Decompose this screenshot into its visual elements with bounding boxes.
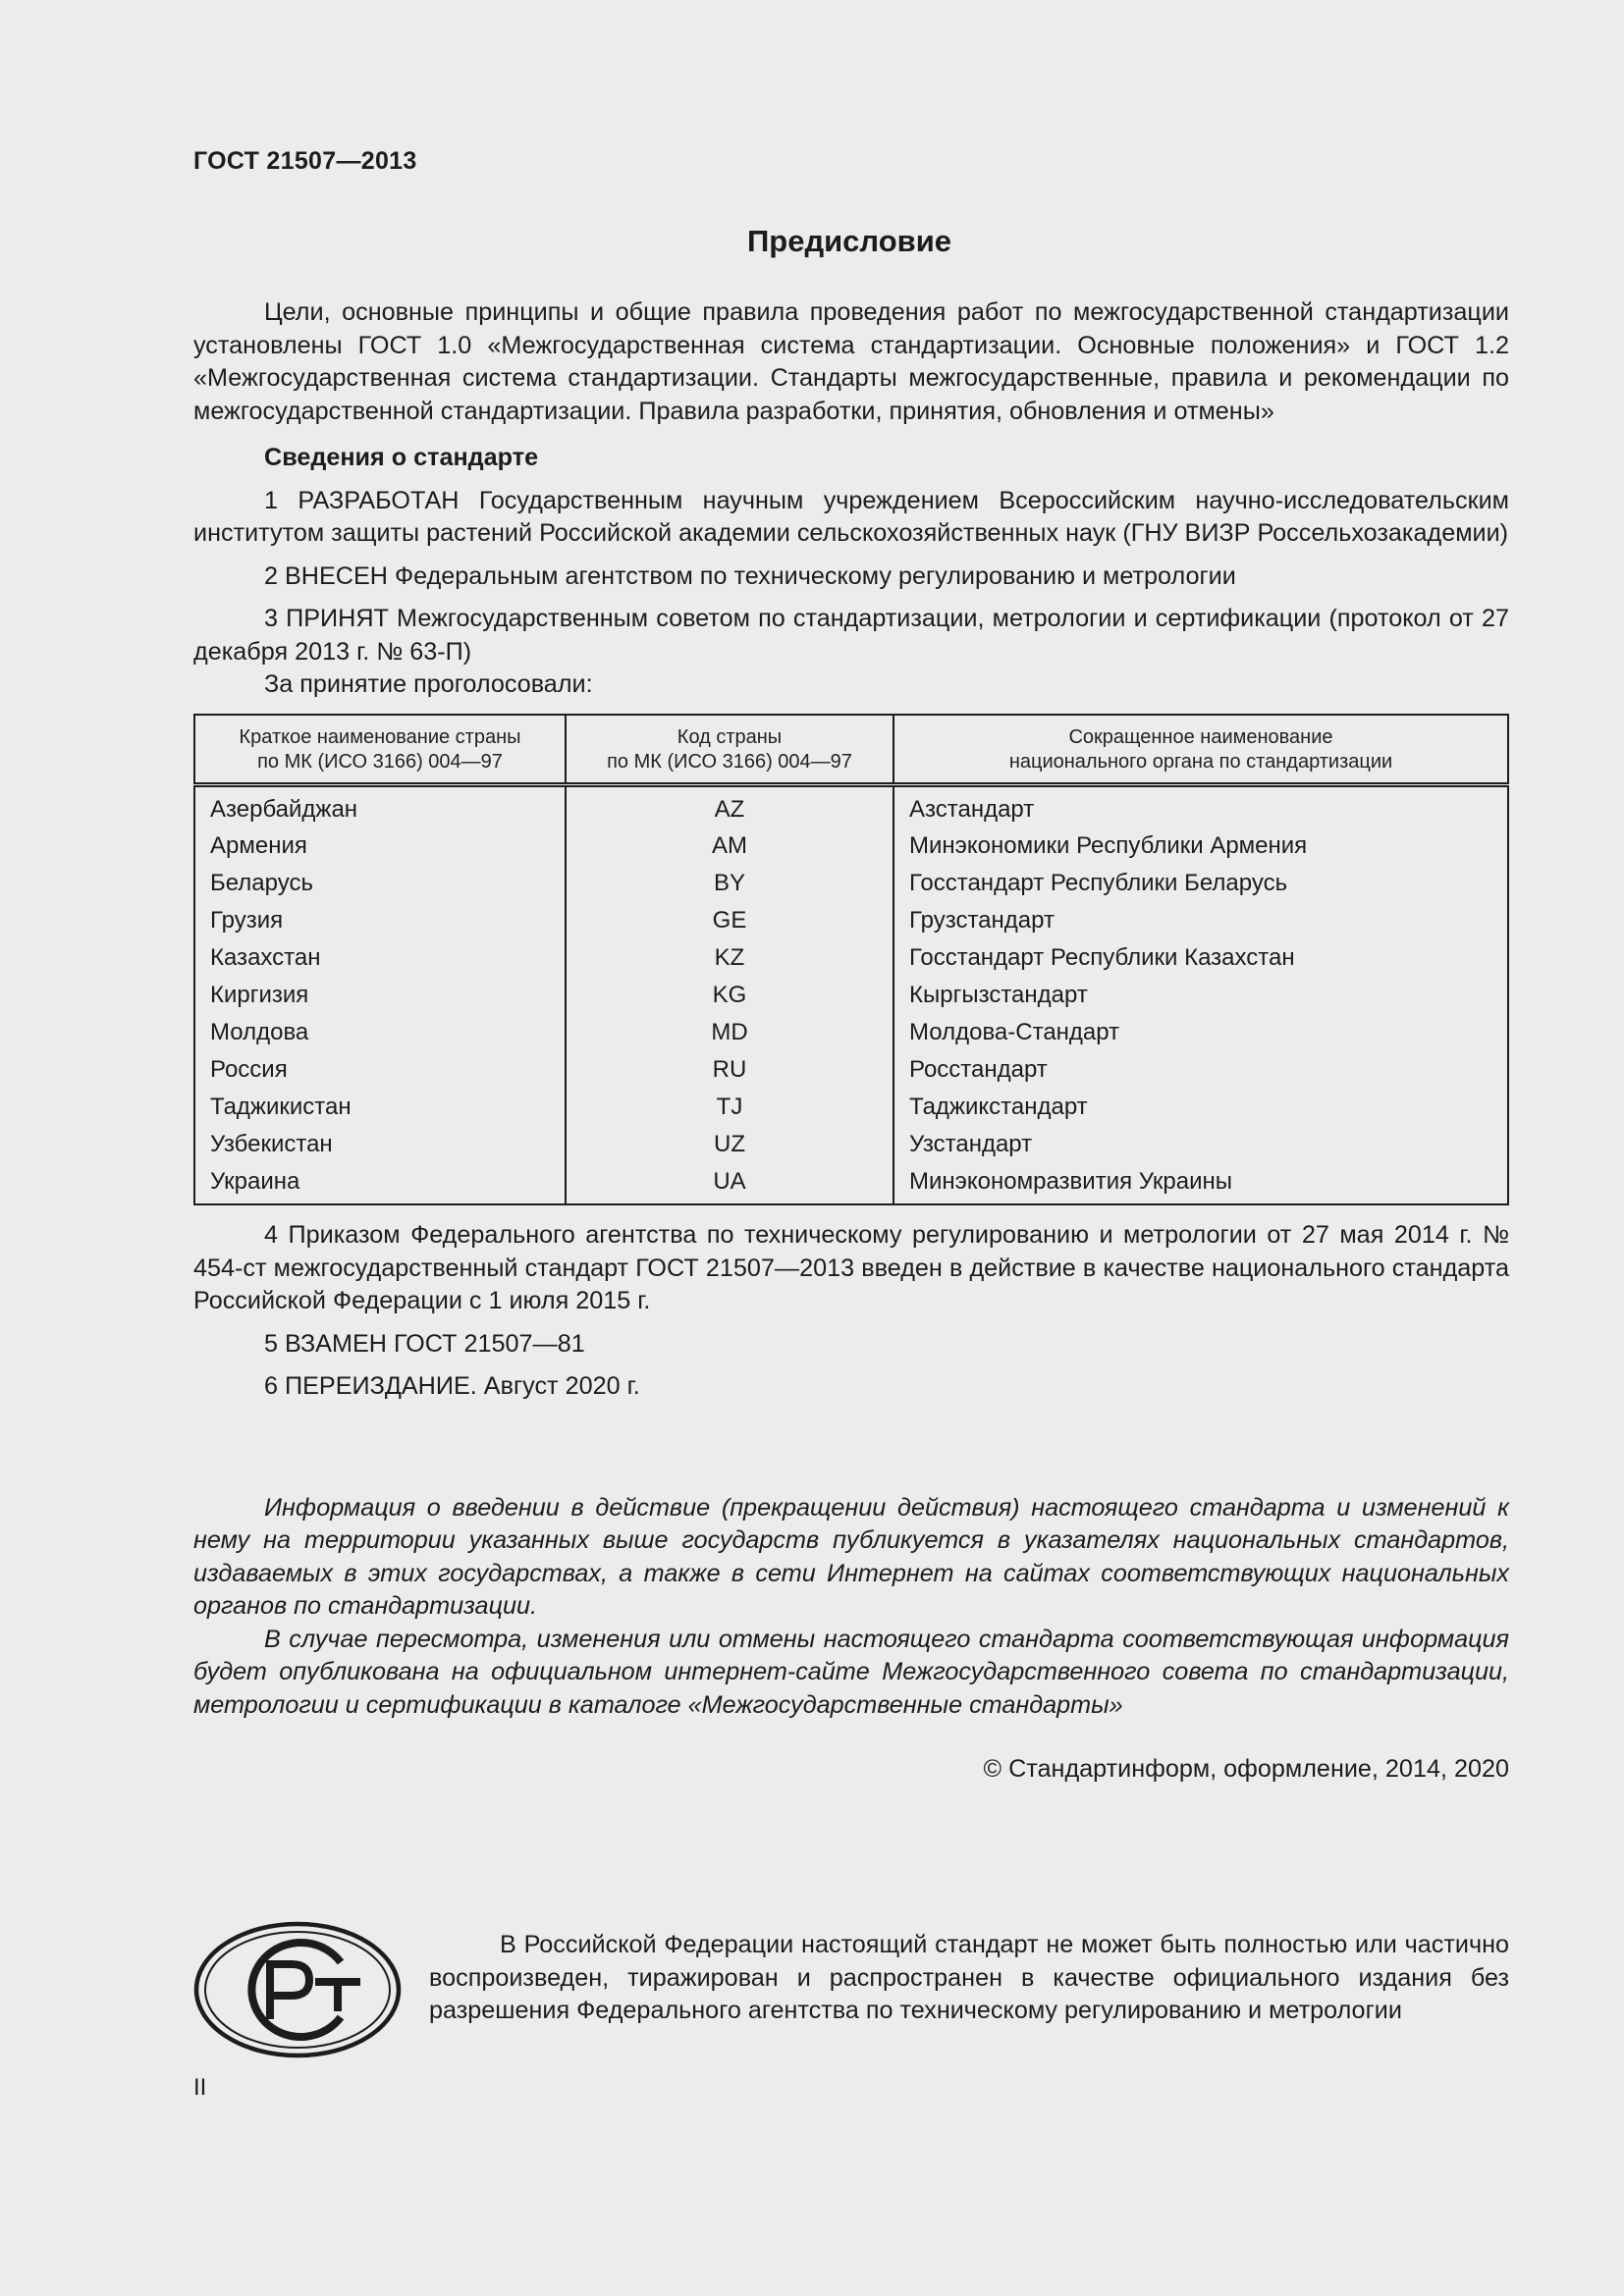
code-cell: BY: [566, 865, 893, 902]
table-row: [194, 1051, 1508, 1089]
note-publication: Информация о введении в действие (прекращении действия) настоящего стандарта и изменений к нему на территории указанных выше государств публикуется в указателях национальных стандартов, издаваемых в этих государствах, а также в сети Интернет на сайтах соответствующих национальных органов по стандартизации.: [193, 1493, 1509, 1621]
body-cell: Росстандарт: [893, 1051, 1508, 1089]
body-cell: Минэкономразвития Украины: [893, 1163, 1508, 1205]
table-row: [194, 902, 1508, 939]
item-replaces: 5 ВЗАМЕН ГОСТ 21507—81: [264, 1329, 585, 1358]
table-header-row: [194, 715, 1508, 785]
copyright-line: © Стандартинформ, оформление, 2014, 2020: [983, 1755, 1509, 1784]
body-cell: Госстандарт Республики Беларусь: [893, 865, 1508, 902]
country-cell: Россия: [194, 1051, 566, 1089]
body-cell: Кыргызстандарт: [893, 977, 1508, 1014]
item-developed: 1 РАЗРАБОТАН Государственным научным учреждением Всероссийским научно-исследовательским институтом защиты растений Российской академии сельскохозяйственных наук (ГНУ ВИЗР Россельхозакадемии): [193, 486, 1509, 547]
code-cell: MD: [566, 1014, 893, 1051]
country-cell: Молдова: [194, 1014, 566, 1051]
code-cell: RU: [566, 1051, 893, 1089]
table-row: [194, 1126, 1508, 1163]
country-cell: Таджикистан: [194, 1089, 566, 1126]
country-cell: Казахстан: [194, 939, 566, 977]
body-cell: Грузстандарт: [893, 902, 1508, 939]
body-cell: Азстандарт: [893, 784, 1508, 828]
footer-block: [193, 1919, 1509, 2076]
item-enacted: 4 Приказом Федерального агентства по техническому регулированию и метрологии от 27 мая 2014 г. № 454-ст межгосударственный стандарт ГОСТ 21507—2013 введен в действие в качестве национального стандарта Российской Федерации с 1 июля 2015 г.: [193, 1221, 1509, 1315]
code-cell: KG: [566, 977, 893, 1014]
table-row: [194, 784, 1508, 828]
country-cell: Украина: [194, 1163, 566, 1205]
table-row: [194, 977, 1508, 1014]
voting-table: [193, 714, 1509, 1206]
note-revision: В случае пересмотра, изменения или отмены настоящего стандарта соответствующая информация будет опубликована на официальном интернет-сайте Межгосударственного совета по стандартизации, метрологии и сертификации в каталоге «Межгосударственные стандарты»: [193, 1625, 1509, 1719]
item-adopted: 3 ПРИНЯТ Межгосударственным советом по стандартизации, метрологии и сертификации (протокол от 27 декабря 2013 г. № 63-П): [193, 605, 1509, 666]
body-cell: Молдова-Стандарт: [893, 1014, 1508, 1051]
header-code-line2: по МК (ИСО 3166) 004—97: [607, 750, 852, 773]
header-body-line1: Сокращенное наименование: [1068, 725, 1333, 748]
table-row: [194, 828, 1508, 865]
header-code-line1: Код страны: [677, 725, 783, 748]
intro-paragraph: Цели, основные принципы и общие правила проведения работ по межгосударственной стандартизации установлены ГОСТ 1.0 «Межгосударственная система стандартизации. Основные положения» и ГОСТ 1.2 «Межгосударственная система стандартизации. Стандарты межгосударственные, правила и рекомендации по межгосударственной стандартизации. Правила разработки, принятия, обновления и отмены»: [193, 298, 1509, 425]
country-cell: Беларусь: [194, 865, 566, 902]
voted-label: За принятие проголосовали:: [264, 670, 593, 698]
code-cell: KZ: [566, 939, 893, 977]
page-number: II: [193, 2074, 207, 2101]
code-cell: TJ: [566, 1089, 893, 1126]
country-cell: Грузия: [194, 902, 566, 939]
code-cell: UA: [566, 1163, 893, 1205]
header-code: [566, 715, 893, 785]
body-cell: Минэкономики Республики Армения: [893, 828, 1508, 865]
table-row: [194, 865, 1508, 902]
item-introduced: 2 ВНЕСЕН Федеральным агентством по техническому регулированию и метрологии: [264, 561, 1236, 590]
body-cell: Узстандарт: [893, 1126, 1508, 1163]
main-content: [193, 296, 1509, 1787]
document-code: ГОСТ 21507—2013: [193, 147, 417, 175]
table-row: [194, 939, 1508, 977]
header-country: [194, 715, 566, 785]
page-title: Предисловие: [746, 224, 951, 258]
country-cell: Узбекистан: [194, 1126, 566, 1163]
info-notes: [193, 1492, 1509, 1723]
table-row: [194, 1163, 1508, 1205]
code-cell: GE: [566, 902, 893, 939]
table-row: [194, 1014, 1508, 1051]
header-country-line2: по МК (ИСО 3166) 004—97: [257, 750, 503, 773]
item-reissue: 6 ПЕРЕИЗДАНИЕ. Август 2020 г.: [264, 1372, 640, 1401]
body-cell: Таджикстандарт: [893, 1089, 1508, 1126]
rf-reproduction-note: В Российской Федерации настоящий стандарт не может быть полностью или частично воспроизведен, тиражирован и распространен в качестве официального издания без разрешения Федерального агентства по техническому регулированию и метрологии: [429, 1931, 1509, 2024]
country-cell: Азербайджан: [194, 784, 566, 828]
country-cell: Армения: [194, 828, 566, 865]
country-cell: Киргизия: [194, 977, 566, 1014]
code-cell: AM: [566, 828, 893, 865]
header-country-line1: Краткое наименование страны: [239, 725, 521, 748]
code-cell: UZ: [566, 1126, 893, 1163]
table-row: [194, 1089, 1508, 1126]
header-body: [893, 715, 1508, 785]
code-cell: AZ: [566, 784, 893, 828]
info-heading: Сведения о стандарте: [264, 444, 539, 471]
header-body-line2: национального органа по стандартизации: [1008, 750, 1393, 773]
rst-certification-mark-icon: [193, 1921, 402, 2058]
body-cell: Госстандарт Республики Казахстан: [893, 939, 1508, 977]
